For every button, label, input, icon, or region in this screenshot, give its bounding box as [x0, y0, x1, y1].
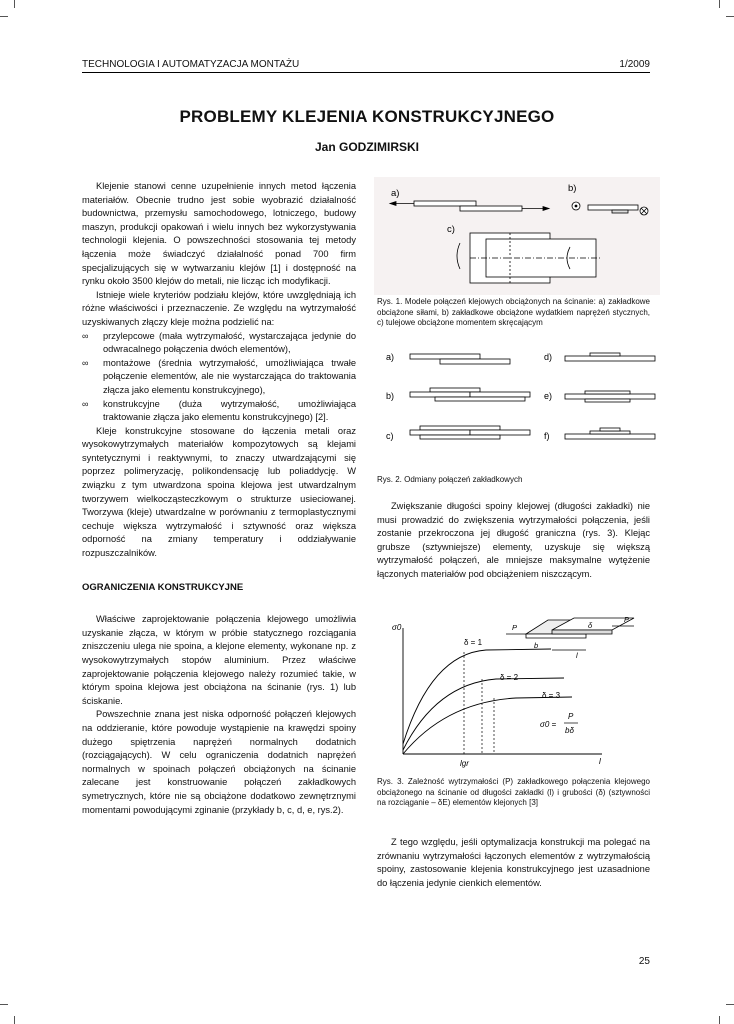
fig2-label-c: c): [386, 431, 394, 441]
paragraph: Właściwe zaprojektowanie połączenia klejowego umożliwia uzyskanie złącza, w którym w próbie statycznego rozciągania zniszczeniu ulega nie spoina, a klejone elementy, wykonane np. z wysokowytrzymałych stopów aluminium. Przez właściwe zaprojektowanie połączenia klejowego należy rozumieć takie, w którym spoina klejowa jest obciążona na ścinanie (rys. 1) lub ściskanie.: [82, 614, 356, 706]
fig2-label-b: b): [386, 391, 395, 401]
figure-2: [380, 348, 660, 448]
lgr-label: lgr: [460, 759, 469, 768]
author: Jan GODZIMIRSKI: [314, 140, 419, 154]
fig2-label-a: a): [386, 352, 395, 362]
curve-label-2: δ = 2: [500, 673, 519, 682]
curve-delta-1: [403, 649, 551, 744]
crop-mark: [14, 1016, 15, 1024]
inset-label-b: b: [534, 641, 539, 650]
list-item: ∞ konstrukcyjne (duża wytrzymałość, umożliwiająca traktowanie złącza jako elementu konstrukcyjnego) [2].: [82, 398, 356, 423]
inset-label-p-right: P: [624, 615, 630, 624]
inset-label-p-left: P: [512, 623, 518, 632]
figure-1-caption: Rys. 1. Modele połączeń klejowych obciążonych na ścinanie: a) zakładkowe obciążone siłami, b) zakładkowe obciążone wydatkiem naprężeń stycznych, c) tulejowe obciążone momentem skręcającym: [377, 297, 650, 327]
inset-label-l: l: [576, 651, 578, 660]
curve-label-1: δ = 1: [464, 638, 483, 647]
crop-mark: [0, 1004, 8, 1005]
infinity-bullet-icon: ∞: [82, 330, 89, 341]
inset-label-delta: δ: [588, 621, 593, 630]
paragraph: Istnieje wiele kryteriów podziału klejów, które uwzględniają ich różne właściwości i przeznaczenie. Ze względu na wytrzymałość uzyskiwanych złączy kleje można podzielić na:: [82, 289, 356, 327]
curve-label-3: δ = 3: [542, 691, 561, 700]
right-column-text-1: [377, 500, 650, 582]
fig2-joint-b: [410, 388, 530, 401]
running-header: [82, 59, 650, 73]
fig2-joint-d: [565, 353, 655, 361]
fig1-label-a: a): [391, 188, 400, 199]
section-heading: OGRANICZENIA KONSTRUKCYJNE: [82, 581, 244, 593]
paragraph: Z tego względu, jeśli optymalizacja konstrukcji ma polegać na zrównaniu wytrzymałości łączonych elementów z wytrzymałością spoiny, zastosowanie klejenia konstrukcyjnego jest uzasadnione do łączenia jedynie cienkich elementów.: [377, 837, 650, 888]
issue-number: 1/2009: [619, 59, 650, 70]
fig2-label-e: e): [544, 391, 553, 401]
figure-3-caption: Rys. 3. Zależność wytrzymałości (P) zakładkowego połączenia klejowego obciążonego na ścinanie od długości zakładki (l) i grubości (δ) (sztywności na rozciąganie – δE) elementów klejonych [3]: [377, 777, 650, 807]
list-item: ∞ montażowe (średnia wytrzymałość, umożliwiająca trwałe połączenie elementów, ale nie wystarczająca do traktowania złącza jako elementu konstrukcyjnego),: [82, 357, 356, 395]
fig2-joint-a: [410, 354, 510, 364]
fig2-label-d: d): [544, 352, 553, 362]
crop-mark: [0, 16, 8, 17]
paragraph: Powszechnie znana jest niska odporność połączeń klejowych na oddzieranie, które powoduje wystąpienie na krawędzi spoiny dużego spiętrzenia naprężeń normalnych dodatnich (rozciągających). W celu ograniczenia dodatnich naprężeń normalnych w spoinach połączeń obciążonych na ścinanie zalecane jest konstruowanie połączeń zakładkowych symetrycznych, które nie są obciążone dodatkowo zewnętrznymi momentami powodującymi zginanie (przykłady b, c, d, e, rys.2).: [82, 709, 356, 815]
fig3-inset-joint: [506, 618, 634, 650]
journal-name: TECHNOLOGIA I AUTOMATYZACJA MONTAŻU: [82, 59, 300, 70]
paragraph: Klejenie stanowi cenne uzupełnienie innych metod łączenia materiałów. Obecnie trudno jest sobie wyobrazić działalność budownictwa, przemysłu samochodowego, lotniczego, budowy maszyn, produkcji opakowań i wielu innych bez wykorzystywania technologii klejenia. O powszechności stosowania tej metody łączenia może świadczyć działalność ponad 700 firm specjalizujących się w wytwarzaniu klejów [1] i dostępność na rynku około 3500 klejów do metali, nie licząc ich modyfikacji.: [82, 181, 356, 287]
paragraph: Kleje konstrukcyjne stosowane do łączenia metali oraz wysokowytrzymałych materiałów kompozytowych są klejami syntetycznymi i reaktywnymi, to znaczy utwardzającymi się poprzez polimeryzację, polikondensację lub poliaddycję. W związku z tym utwardzona spoina klejowa jest utwardzalnym tworzywem wielkocząsteczkowym o strukturze usieciowanej. Tworzywa (kleje) utwardzalne w porównaniu z termoplastycznymi cechuje większa wytrzymałość i sztywność oraz większa odporność na zmiany temperatury i oddziaływanie rozpuszczalników.: [82, 425, 356, 559]
crop-mark: [14, 0, 15, 8]
bullet-list: [82, 330, 356, 425]
paragraph: Zwiększanie długości spoiny klejowej (długości zakładki) nie musi prowadzić do zwiększenia wytrzymałości połączenia, jeśli zostanie przekroczona jej długość graniczna (rys. 3). Klejąc grubsze (sztywniejsze) elementy, uzyskuje się większą wytrzymałość połączeń, ale mniejsze maksymalne wytężenie łączonych materiałów pod obciążeniem niszczącym.: [377, 501, 650, 579]
formula-numerator: P: [568, 712, 574, 721]
fig2-label-f: f): [544, 431, 550, 441]
crop-mark: [719, 1016, 720, 1024]
fig2-joint-c: [410, 426, 530, 439]
figure-3: [376, 614, 656, 770]
page-number: 25: [638, 956, 650, 967]
crop-mark: [726, 1004, 734, 1005]
fig1-tubular-joint: [457, 233, 600, 283]
formula-denominator: bδ: [565, 726, 574, 735]
fig1-label-b: b): [568, 183, 577, 194]
figure-1: [374, 177, 660, 295]
fig1-label-c: c): [447, 224, 455, 235]
crop-mark: [726, 16, 734, 17]
formula-lhs: σ0 =: [540, 720, 557, 729]
figure-2-caption: Rys. 2. Odmiany połączeń zakładkowych: [377, 475, 523, 484]
infinity-bullet-icon: ∞: [82, 398, 89, 409]
y-axis-label: σ0: [392, 623, 402, 632]
crop-mark: [719, 0, 720, 8]
fig2-joint-f: [565, 428, 655, 439]
x-axis-label: l: [599, 757, 601, 766]
fig2-joint-e: [565, 391, 655, 402]
page-title: PROBLEMY KLEJENIA KONSTRUKCYJNEGO: [179, 107, 555, 126]
left-column: [82, 180, 356, 817]
right-column-text-2: [377, 836, 650, 890]
list-item: ∞ przylepcowe (mała wytrzymałość, wystarczająca jedynie do odwracalnego połączenia dwóch elementów),: [82, 330, 356, 355]
infinity-bullet-icon: ∞: [82, 357, 89, 368]
